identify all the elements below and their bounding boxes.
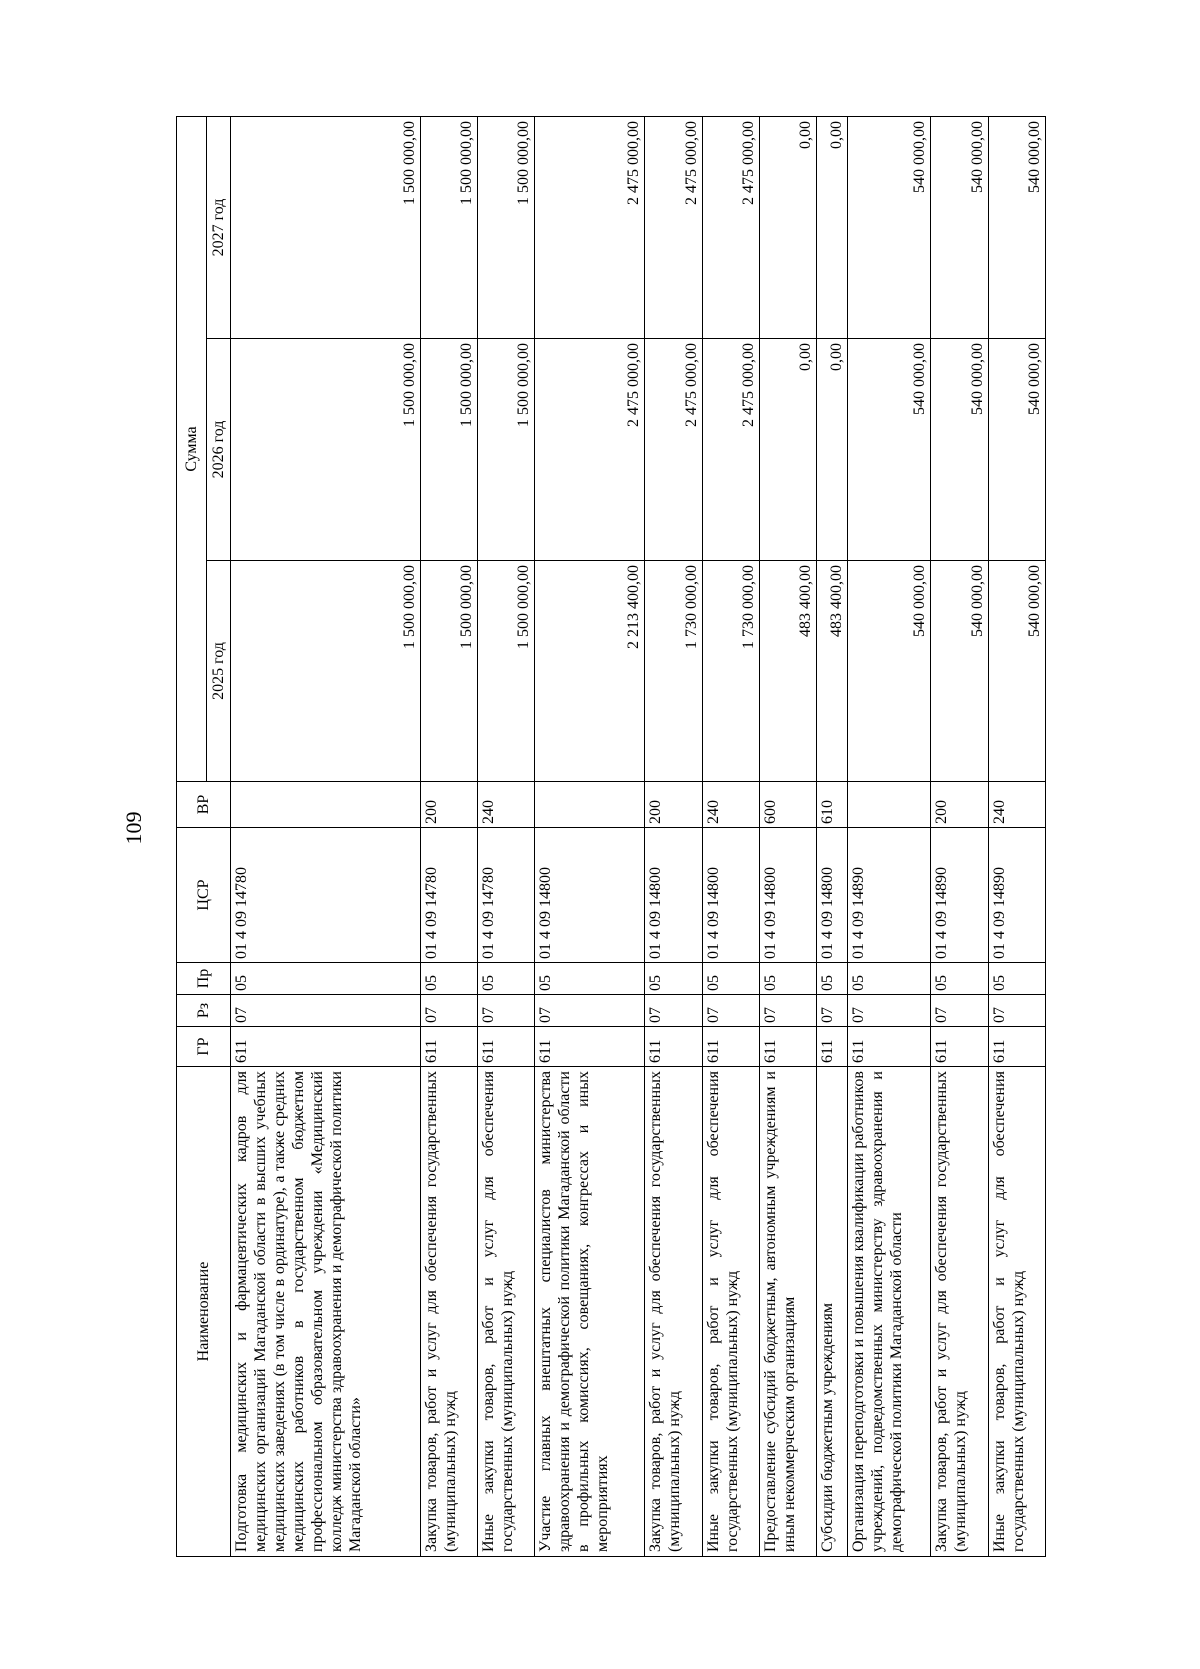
cell-gr: 611 [645,1027,702,1067]
cell-y2025: 1 500 000,00 [231,561,421,782]
cell-name: Закупка товаров, работ и услуг для обеспечения государственных (муниципальных) нужд [931,1067,988,1557]
budget-table [176,116,1046,1557]
cell-pr: 05 [420,963,477,995]
cell-y2025: 1 730 000,00 [702,561,759,782]
cell-gr: 611 [420,1027,477,1067]
cell-gr: 611 [931,1027,988,1067]
cell-gr: 611 [988,1027,1045,1067]
cell-rz: 07 [988,995,1045,1027]
cell-y2026: 0,00 [759,339,816,561]
cell-gr: 611 [702,1027,759,1067]
table-row [420,116,477,1556]
table-row [759,116,816,1556]
cell-gr: 611 [847,1027,931,1067]
header-sum: Сумма [177,116,207,781]
cell-name: Субсидии бюджетным учреждениям [817,1067,848,1557]
cell-y2025: 483 400,00 [817,561,848,782]
cell-name: Подготовка медицинских и фармацевтических кадров для медицинских организаций Магаданской области в высших учебных медицинских заведениях (в том числе в ординатуре), а также средних медицинских работников в государственном бюджетном профессиональном образовательном учреждении «Медицинский колледж министерства здравоохранения и демографической политики Магаданской области» [231,1067,421,1557]
cell-rz: 07 [420,995,477,1027]
header-year-2026: 2026 год [207,339,231,561]
cell-vr [535,782,645,828]
cell-vr: 240 [988,782,1045,828]
cell-y2026: 1 500 000,00 [231,339,421,561]
cell-name: Иные закупки товаров, работ и услуг для обеспечения государственных (муниципальных) нужд [702,1067,759,1557]
cell-vr: 240 [702,782,759,828]
cell-pr: 05 [847,963,931,995]
header-vr: ВР [177,782,231,828]
cell-y2026: 2 475 000,00 [702,339,759,561]
table-row [931,116,988,1556]
cell-rz: 07 [702,995,759,1027]
cell-y2025: 1 730 000,00 [645,561,702,782]
cell-vr: 240 [477,782,534,828]
cell-name: Иные закупки товаров, работ и услуг для обеспечения государственных (муниципальных) нужд [477,1067,534,1557]
cell-csr: 01 4 09 14890 [847,828,931,963]
cell-pr: 05 [477,963,534,995]
table-row [477,116,534,1556]
cell-csr: 01 4 09 14890 [931,828,988,963]
cell-gr: 611 [817,1027,848,1067]
cell-name: Иные закупки товаров, работ и услуг для обеспечения государственных (муниципальных) нужд [988,1067,1045,1557]
cell-rz: 07 [477,995,534,1027]
cell-y2025: 1 500 000,00 [420,561,477,782]
cell-pr: 05 [231,963,421,995]
cell-rz: 07 [645,995,702,1027]
cell-y2027: 540 000,00 [988,116,1045,338]
cell-y2026: 540 000,00 [931,339,988,561]
cell-y2027: 540 000,00 [931,116,988,338]
cell-csr: 01 4 09 14780 [420,828,477,963]
cell-name: Закупка товаров, работ и услуг для обеспечения государственных (муниципальных) нужд [420,1067,477,1557]
cell-csr: 01 4 09 14800 [759,828,816,963]
cell-gr: 611 [231,1027,421,1067]
cell-y2026: 1 500 000,00 [420,339,477,561]
cell-y2025: 540 000,00 [988,561,1045,782]
cell-vr: 200 [420,782,477,828]
header-gr: ГР [177,1027,231,1067]
cell-gr: 611 [535,1027,645,1067]
header-name: Наименование [177,1067,231,1557]
cell-y2027: 1 500 000,00 [420,116,477,338]
cell-y2025: 1 500 000,00 [477,561,534,782]
table-row [817,116,848,1556]
cell-rz: 07 [931,995,988,1027]
cell-vr: 200 [645,782,702,828]
cell-vr [231,782,421,828]
cell-y2026: 540 000,00 [847,339,931,561]
cell-name: Участие главных внештатных специалистов министерства здравоохранения и демографической политики Магаданской области в профильных комиссиях, совещаниях, конгрессах и иных мероприятиях [535,1067,645,1557]
cell-y2025: 540 000,00 [847,561,931,782]
cell-csr: 01 4 09 14780 [231,828,421,963]
header-year-2025: 2025 год [207,561,231,782]
table-header [177,116,231,1556]
budget-table-sheet [176,117,1046,1557]
cell-gr: 611 [477,1027,534,1067]
cell-csr: 01 4 09 14890 [988,828,1045,963]
cell-rz: 07 [535,995,645,1027]
table-row [847,116,931,1556]
cell-pr: 05 [702,963,759,995]
cell-y2027: 0,00 [759,116,816,338]
cell-name: Закупка товаров, работ и услуг для обеспечения государственных (муниципальных) нужд [645,1067,702,1557]
header-csr: ЦСР [177,828,231,963]
cell-y2027: 2 475 000,00 [645,116,702,338]
cell-y2027: 1 500 000,00 [231,116,421,338]
cell-pr: 05 [645,963,702,995]
cell-y2026: 540 000,00 [988,339,1045,561]
cell-y2027: 0,00 [817,116,848,338]
cell-vr [847,782,931,828]
cell-vr: 200 [931,782,988,828]
cell-gr: 611 [759,1027,816,1067]
cell-csr: 01 4 09 14800 [535,828,645,963]
cell-y2026: 2 475 000,00 [535,339,645,561]
table-row [645,116,702,1556]
cell-csr: 01 4 09 14800 [645,828,702,963]
cell-csr: 01 4 09 14800 [817,828,848,963]
cell-pr: 05 [535,963,645,995]
table-row [702,116,759,1556]
cell-pr: 05 [759,963,816,995]
cell-y2026: 1 500 000,00 [477,339,534,561]
cell-csr: 01 4 09 14780 [477,828,534,963]
cell-vr: 610 [817,782,848,828]
table-row [988,116,1045,1556]
cell-pr: 05 [817,963,848,995]
header-pr: Пр [177,963,231,995]
page-number: 109 [121,811,146,845]
table-row [231,116,421,1556]
cell-y2027: 2 475 000,00 [535,116,645,338]
cell-rz: 07 [231,995,421,1027]
cell-name: Предоставление субсидий бюджетным, автономным учреждениям и иным некоммерческим организациям [759,1067,816,1557]
cell-y2025: 540 000,00 [931,561,988,782]
cell-csr: 01 4 09 14800 [702,828,759,963]
cell-y2026: 2 475 000,00 [645,339,702,561]
cell-rz: 07 [759,995,816,1027]
cell-rz: 07 [817,995,848,1027]
cell-vr: 600 [759,782,816,828]
header-year-2027: 2027 год [207,116,231,338]
cell-y2027: 1 500 000,00 [477,116,534,338]
cell-y2026: 0,00 [817,339,848,561]
cell-y2025: 483 400,00 [759,561,816,782]
cell-rz: 07 [847,995,931,1027]
cell-y2025: 2 213 400,00 [535,561,645,782]
cell-pr: 05 [988,963,1045,995]
header-rz: Рз [177,995,231,1027]
cell-y2027: 2 475 000,00 [702,116,759,338]
cell-y2027: 540 000,00 [847,116,931,338]
cell-pr: 05 [931,963,988,995]
table-body [231,116,1046,1556]
table-row [535,116,645,1556]
cell-name: Организация переподготовки и повышения квалификации работников учреждений, подведомственных министерству здравоохранения и демографической политики Магаданской области [847,1067,931,1557]
